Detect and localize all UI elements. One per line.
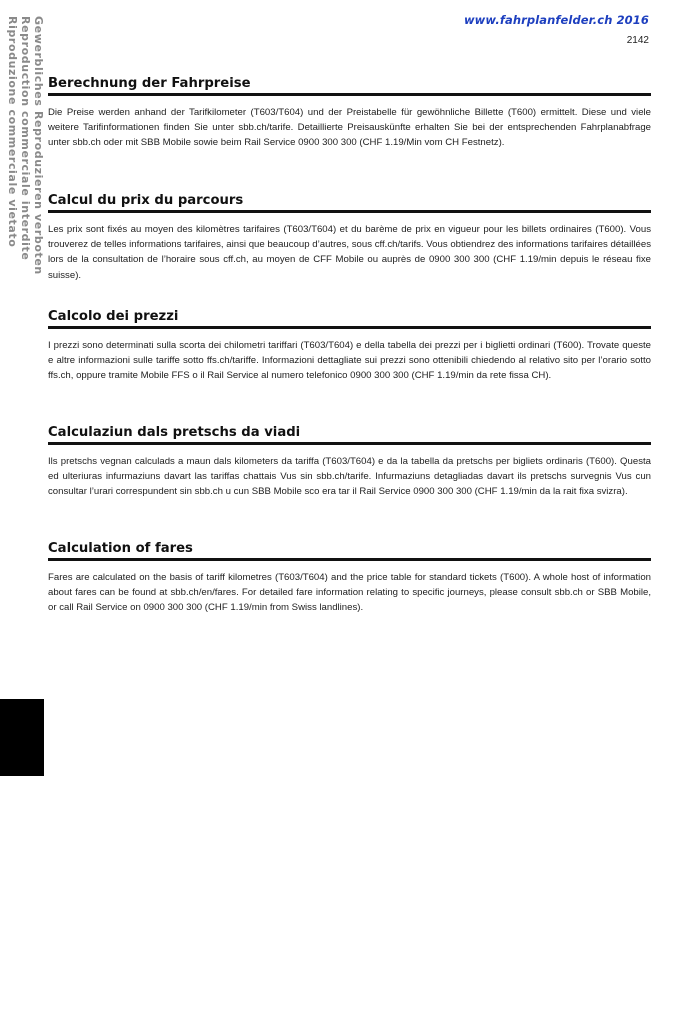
section-title: Calcul du prix du parcours [48, 193, 651, 213]
section-french [48, 193, 651, 309]
copyright-notice-it: Riproduzione commerciale vietato [6, 16, 19, 248]
copyright-notice-de: Gewerbliches Reproduzieren verboten [32, 16, 45, 275]
copyright-notice [6, 16, 45, 275]
section-body: Les prix sont fixés au moyen des kilomètres tarifaires (T603/T604) et du barème de prix en vigueur pour les billets ordinaires (T600). Vous trouverez de telles informations tarifaires, ainsi que beaucoup d’autres, sous cff.ch/tarifs. Vous obtiendrez des informations tarifaires détaillées lors de la consultation de l’horaire sous cff.ch, au moyen de CFF Mobile ou auprès de 0900 300 300 (CHF 1.19/min depuis le réseau fixe suisse). [48, 224, 651, 281]
section-body: Die Preise werden anhand der Tarifkilometer (T603/T604) und der Preistabelle für gewöhnliche Billette (T600) ermittelt. Diese und viele weitere Tarifinformationen finden Sie unter sbb.ch/tarife. Detaillierte Preisauskünfte erhalten Sie bei der entsprechenden Fahrplanabfrage unter sbb.ch oder mit SBB Mobile sowie beim Rail Service 0900 300 300 (CHF 1.19/Min vom CH Festnetz). [48, 107, 651, 149]
main-content [48, 76, 651, 616]
section-title: Berechnung der Fahrpreise [48, 76, 651, 96]
section-body: Ils pretschs vegnan calculads a maun dals kilometers da tariffa (T603/T604) e da la tabella da pretschs per bigliets ordinaris (T600). Questa ed ulteriuras infurmaziuns davart las tariffas chattais Vus sin sbb.ch/tarife. Infurmaziuns detagliadas davart ils pretschs survegnis Vus cun consultar l’urari correspundent sin sbb.ch u cun SBB Mobile sco era tar il Rail Service 0900 300 300 (CHF 1.19/min da la rait fixa svizra). [48, 456, 651, 498]
section-title: Calcolo dei prezzi [48, 309, 651, 329]
copyright-notice-fr: Reproduction commerciale interdite [19, 16, 32, 261]
page-number: 2142 [626, 35, 649, 46]
section-body: Fares are calculated on the basis of tariff kilometres (T603/T604) and the price table for standard tickets (T600). A whole host of information about fares can be found at sbb.ch/en/fares. For detailed fare information relating to specific journeys, please consult sbb.ch or SBB Mobile, or call Rail Service on 0900 300 300 (CHF 1.19/min from Swiss landlines). [48, 572, 651, 614]
section-title: Calculation of fares [48, 541, 651, 561]
section-romansh [48, 425, 651, 541]
section-body: I prezzi sono determinati sulla scorta dei chilometri tariffari (T603/T604) e della tabella dei prezzi per i biglietti ordinari (T600). Trovate queste e altre informazioni sulle tariffe sotto ffs.ch/tariffe. Informazioni dettagliate sui prezzi sono ottenibili chiedendo al relativo sito per l’orario sotto ffs.ch, oppure tramite Mobile FFS o il Rail Service al numero telefonico 0900 300 300 (CHF 1.19/min da rete fissa CH). [48, 340, 651, 382]
section-german [48, 76, 651, 193]
thumb-index-tab [0, 699, 44, 776]
section-italian [48, 309, 651, 425]
section-title: Calculaziun dals pretschs da viadi [48, 425, 651, 445]
section-english [48, 541, 651, 616]
header-url: www.fahrplanfelder.ch 2016 [463, 13, 649, 27]
